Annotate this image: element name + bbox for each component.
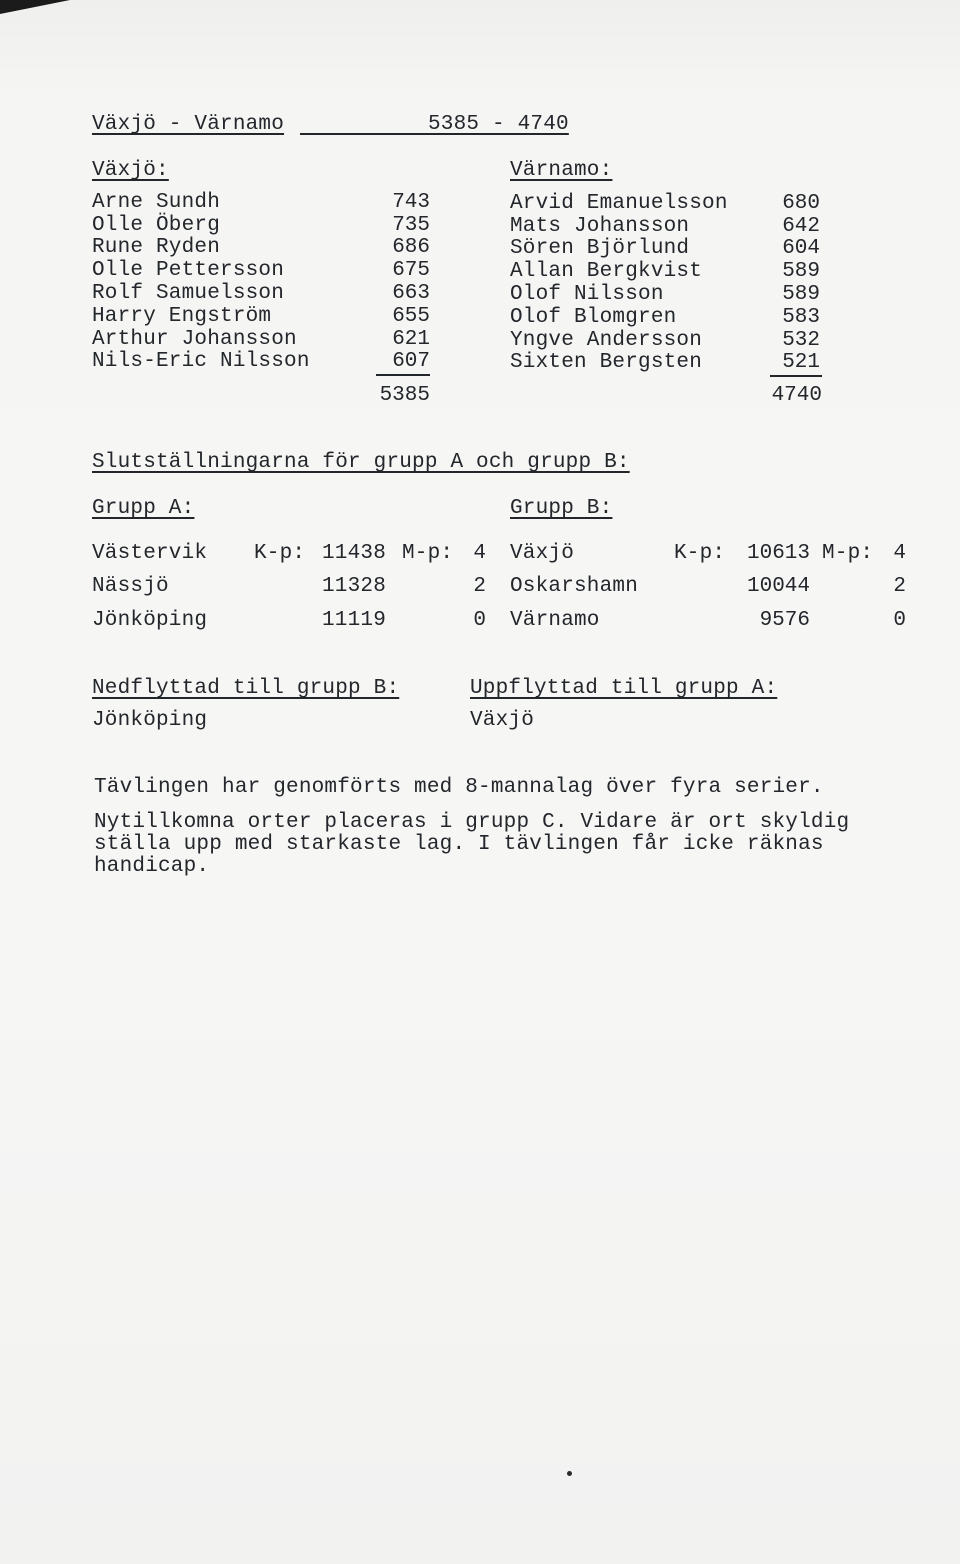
varnamo-player-score: 583 bbox=[782, 306, 820, 329]
vaxjo-player-score: 743 bbox=[392, 191, 430, 214]
group-b-team: Värnamo bbox=[510, 609, 600, 632]
ink-dot bbox=[567, 1471, 572, 1476]
mp-label: M-p: bbox=[822, 542, 874, 565]
group-b-heading: Grupp B: bbox=[510, 497, 613, 520]
vaxjo-player-score: 686 bbox=[392, 236, 430, 259]
vaxjo-player-name: Harry Engström bbox=[92, 305, 272, 328]
varnamo-player-name: Yngve Andersson bbox=[510, 329, 703, 352]
group-a-heading: Grupp A: bbox=[92, 497, 195, 520]
group-a-team: Jönköping bbox=[92, 609, 208, 632]
varnamo-player-name: Arvid Emanuelsson bbox=[510, 192, 728, 215]
promoted-team: Växjö bbox=[470, 709, 535, 732]
vaxjo-player-score: 735 bbox=[392, 214, 430, 237]
varnamo-player-score: 604 bbox=[782, 237, 820, 260]
note-line: Tävlingen har genomförts med 8-mannalag över fyra serier. bbox=[94, 776, 824, 799]
vaxjo-player-name: Arne Sundh bbox=[92, 191, 221, 214]
vaxjo-player-name: Olle Öberg bbox=[92, 214, 221, 237]
relegated-team: Jönköping bbox=[92, 709, 208, 732]
kp-label: K-p: bbox=[254, 542, 306, 565]
vaxjo-sum-line bbox=[376, 374, 430, 376]
group-b-kp: 9576 bbox=[759, 609, 810, 632]
group-b-mp: 4 bbox=[893, 542, 906, 565]
group-a-team: Västervik bbox=[92, 542, 208, 565]
varnamo-sum-line bbox=[770, 375, 822, 377]
note-line: handicap. bbox=[94, 855, 210, 878]
varnamo-player-name: Allan Bergkvist bbox=[510, 260, 703, 283]
varnamo-player-name: Olof Blomgren bbox=[510, 306, 677, 329]
varnamo-total: 4740 bbox=[771, 384, 822, 407]
group-a-mp: 0 bbox=[473, 609, 486, 632]
group-b-team: Oskarshamn bbox=[510, 575, 639, 598]
group-b-mp: 2 bbox=[893, 575, 906, 598]
group-a-mp: 4 bbox=[473, 542, 486, 565]
group-a-kp: 11119 bbox=[322, 609, 387, 632]
vaxjo-heading: Växjö: bbox=[92, 159, 169, 182]
varnamo-player-name: Sören Björlund bbox=[510, 237, 690, 260]
group-a-team: Nässjö bbox=[92, 575, 169, 598]
vaxjo-player-score: 655 bbox=[392, 305, 430, 328]
varnamo-player-score: 680 bbox=[782, 192, 820, 215]
varnamo-player-name: Mats Johansson bbox=[510, 215, 690, 238]
vaxjo-player-score: 663 bbox=[392, 282, 430, 305]
group-b-mp: 0 bbox=[893, 609, 906, 632]
note-line: Nytillkomna orter placeras i grupp C. Vidare är ort skyldig bbox=[94, 811, 850, 834]
vaxjo-total: 5385 bbox=[379, 384, 430, 407]
final-standings-heading: Slutställningarna för grupp A och grupp B: bbox=[92, 451, 630, 474]
note-line: ställa upp med starkaste lag. I tävlingen får icke räknas bbox=[94, 833, 824, 856]
promoted-heading: Uppflyttad till grupp A: bbox=[470, 677, 778, 700]
kp-label: K-p: bbox=[674, 542, 726, 565]
varnamo-heading: Värnamo: bbox=[510, 159, 613, 182]
vaxjo-player-score: 621 bbox=[392, 328, 430, 351]
relegated-heading: Nedflyttad till grupp B: bbox=[92, 677, 400, 700]
group-a-kp: 11438 bbox=[322, 542, 387, 565]
page-corner-mark bbox=[0, 0, 70, 14]
vaxjo-player-name: Olle Pettersson bbox=[92, 259, 285, 282]
group-b-kp: 10044 bbox=[746, 575, 810, 598]
match-score: 5385 - 4740 bbox=[428, 113, 569, 136]
vaxjo-player-name: Rune Ryden bbox=[92, 236, 221, 259]
vaxjo-player-name: Arthur Johansson bbox=[92, 328, 297, 351]
match-title: Växjö - Värnamo bbox=[92, 113, 285, 136]
vaxjo-player-score: 675 bbox=[392, 259, 430, 282]
varnamo-player-score: 589 bbox=[782, 283, 820, 306]
varnamo-player-name: Olof Nilsson bbox=[510, 283, 664, 306]
group-b-team: Växjö bbox=[510, 542, 575, 565]
vaxjo-player-name: Rolf Samuelsson bbox=[92, 282, 285, 305]
mp-label: M-p: bbox=[402, 542, 454, 565]
vaxjo-player-name: Nils-Eric Nilsson bbox=[92, 350, 310, 373]
varnamo-player-score: 589 bbox=[782, 260, 820, 283]
varnamo-player-score: 642 bbox=[782, 215, 820, 238]
varnamo-player-score: 521 bbox=[782, 351, 820, 374]
group-a-kp: 11328 bbox=[322, 575, 387, 598]
varnamo-player-score: 532 bbox=[782, 329, 820, 352]
group-a-mp: 2 bbox=[473, 575, 486, 598]
vaxjo-player-score: 607 bbox=[392, 350, 430, 373]
title-underline-gap bbox=[300, 133, 428, 135]
group-b-kp: 10613 bbox=[746, 542, 810, 565]
varnamo-player-name: Sixten Bergsten bbox=[510, 351, 703, 374]
